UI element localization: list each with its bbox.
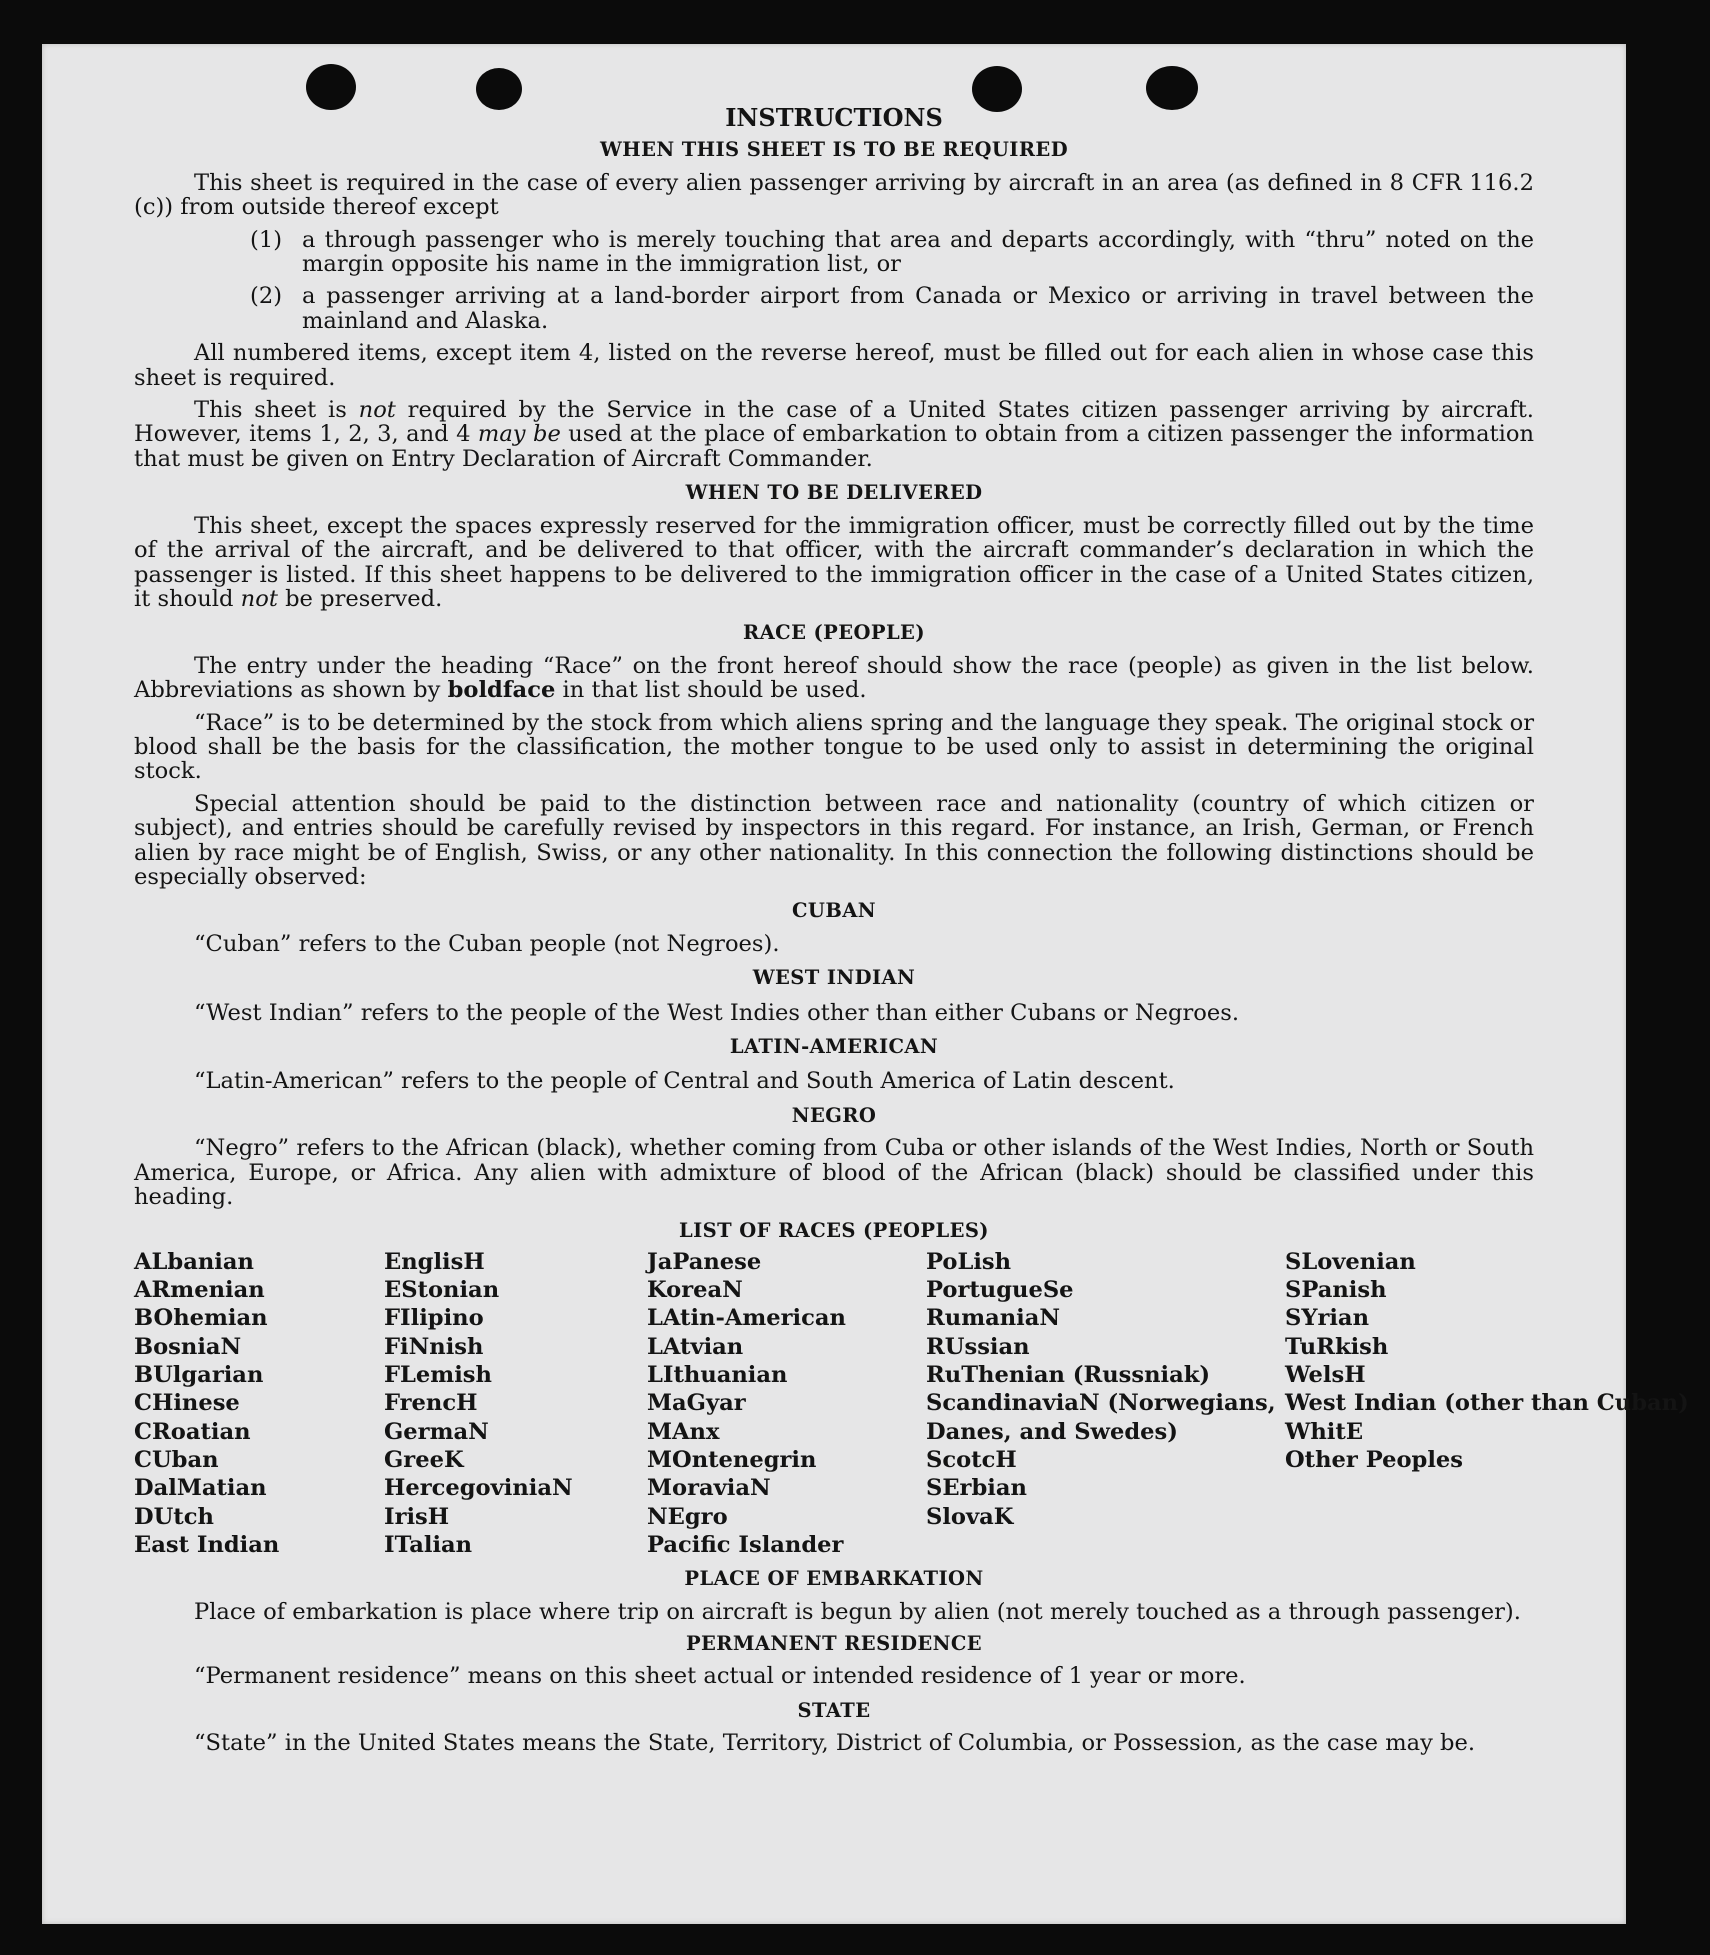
section-heading-race: RACE (PEOPLE)	[743, 621, 925, 645]
race-item: NEgro	[647, 1503, 728, 1530]
required-intro-paragraph: This sheet is required in the case of every alien passenger arriving by aircraft in an area (as defined in 8 CFR 116.2 (c)) from outside thereof except	[134, 169, 1534, 221]
race-item: MaGyar	[647, 1390, 746, 1417]
exception-item-text: a through passenger who is merely touching that area and departs accordingly, with “thru” noted on the margin opposite his name in the immigration list, or	[302, 226, 1534, 278]
section-heading-negro: NEGRO	[791, 1103, 877, 1127]
race-item: LAtin-American	[647, 1305, 846, 1332]
race-item: Other Peoples	[1285, 1446, 1463, 1473]
section-heading-state: STATE	[797, 1698, 871, 1722]
race-item: ScandinaviaN (Norwegians, Danes, and Swedes)	[926, 1390, 1276, 1445]
race-item: TuRkish	[1285, 1333, 1389, 1360]
race-item: CUban	[134, 1446, 219, 1473]
race-paragraph: The entry under the heading “Race” on the front hereof should show the race (people) as given in the list below. Abbreviations as shown by boldface in that list should be used.	[134, 652, 1534, 704]
race-item: ALbanian	[134, 1248, 254, 1275]
race-item: WelsH	[1285, 1362, 1366, 1389]
race-item: SErbian	[926, 1475, 1027, 1502]
race-item: RumaniaN	[926, 1305, 1061, 1332]
race-item: SLovenian	[1285, 1248, 1416, 1275]
state-definition: “State” in the United States means the State, Territory, District of Columbia, or Possession, as the case may be.	[194, 1730, 1476, 1757]
race-item: MOntenegrin	[647, 1446, 817, 1473]
race-item: RUssian	[926, 1333, 1030, 1360]
races-column	[647, 1248, 926, 1559]
instructions-body	[134, 103, 1689, 1757]
exception-item-number: (2)	[250, 283, 283, 310]
race-item: GreeK	[384, 1446, 464, 1473]
embarkation-definition: Place of embarkation is place where trip on aircraft is begun by alien (not merely touched as a through passenger).	[194, 1598, 1521, 1625]
race-paragraph: Special attention should be paid to the distinction between race and nationality (country of which citizen or subject), and entries should be carefully revised by inspectors in this regard. For instance, an Irish, German, or French alien by race might be of English, Swiss, or any other nationality. In this connection the following distinctions should be especially observed:	[134, 790, 1534, 890]
race-item: West Indian (other than Cuban)	[1285, 1390, 1689, 1417]
race-item: BosniaN	[134, 1333, 242, 1360]
race-paragraph: “Race” is to be determined by the stock from which aliens spring and the language they speak. The original stock or blood shall be the basis for the classification, the mother tongue to be used only to assist in determining the original stock.	[134, 709, 1534, 785]
races-column	[926, 1248, 1285, 1559]
race-item: East Indian	[134, 1531, 280, 1558]
numbered-items-paragraph: All numbered items, except item 4, listed on the reverse hereof, must be filled out for each alien in whose case this sheet is required.	[134, 340, 1534, 391]
punch-hole	[476, 68, 522, 110]
races-list	[134, 1248, 1689, 1559]
race-item: JaPanese	[647, 1248, 762, 1275]
citizen-paragraph: This sheet is not required by the Service in the case of a United States citizen passenger arriving by aircraft. However, items 1, 2, 3, and 4 may be used at the place of embarkation to obtain from a citizen passenger the information that must be given on Entry Declaration of Aircraft Commander.	[134, 397, 1534, 472]
race-item: DUtch	[134, 1503, 214, 1530]
race-item: FLemish	[384, 1362, 492, 1389]
race-item: Pacific Islander	[647, 1531, 844, 1558]
races-column	[384, 1248, 647, 1559]
race-item: PortugueSe	[926, 1277, 1074, 1304]
section-heading-residence: PERMANENT RESIDENCE	[685, 1631, 983, 1655]
section-heading-latin-american: LATIN-AMERICAN	[729, 1035, 939, 1058]
punch-hole	[1146, 66, 1198, 110]
instructions-title: INSTRUCTIONS	[725, 103, 943, 132]
cuban-definition: “Cuban” refers to the Cuban people (not Negroes).	[194, 930, 780, 957]
section-heading-when-required: WHEN THIS SHEET IS TO BE REQUIRED	[599, 138, 1069, 162]
race-item: MoraviaN	[647, 1475, 771, 1502]
race-item: FiNnish	[384, 1333, 484, 1360]
race-item: EStonian	[384, 1277, 500, 1304]
west-indian-definition: “West Indian” refers to the people of the West Indies other than either Cubans or Negroes.	[194, 999, 1240, 1026]
race-item: IrisH	[384, 1503, 450, 1530]
exception-item	[134, 228, 1534, 277]
race-item: RuThenian (Russniak)	[926, 1362, 1211, 1389]
section-heading-when-delivered: WHEN TO BE DELIVERED	[685, 481, 983, 505]
race-item: ScotcH	[926, 1446, 1017, 1473]
race-item: CRoatian	[134, 1418, 251, 1445]
race-item: FrencH	[384, 1390, 478, 1417]
exception-item-text: a passenger arriving at a land-border airport from Canada or Mexico or arriving in travel between the mainland and Alaska.	[302, 283, 1534, 334]
race-item: LAtvian	[647, 1333, 744, 1360]
race-item: WhitE	[1285, 1418, 1364, 1445]
race-item: SYrian	[1285, 1305, 1369, 1332]
race-item: PoLish	[926, 1248, 1012, 1275]
document-sheet	[42, 44, 1689, 1924]
section-heading-list-of-races: LIST OF RACES (PEOPLES)	[679, 1219, 989, 1243]
race-item: DalMatian	[134, 1475, 267, 1502]
race-item: GermaN	[384, 1418, 489, 1445]
race-item: CHinese	[134, 1390, 240, 1417]
race-item: HercegoviniaN	[384, 1475, 573, 1502]
races-column	[1285, 1248, 1689, 1559]
exception-item	[134, 284, 1534, 333]
section-heading-embarkation: PLACE OF EMBARKATION	[684, 1567, 984, 1591]
exception-item-number: (1)	[250, 226, 283, 253]
race-item: SPanish	[1285, 1277, 1387, 1304]
punch-hole	[306, 64, 356, 110]
section-heading-cuban: CUBAN	[792, 899, 876, 923]
delivery-paragraph: This sheet, except the spaces expressly reserved for the immigration officer, must be correctly filled out by the time of the arrival of the aircraft, and be delivered to that officer, with the aircraft commander’s declaration in which the passenger is listed. If this sheet happens to be delivered to the immigration officer in the case of a United States citizen, it should not be preserved.	[134, 512, 1534, 612]
race-item: EnglisH	[384, 1248, 485, 1275]
race-item: BOhemian	[134, 1305, 268, 1332]
section-heading-west-indian: WEST INDIAN	[752, 966, 916, 990]
race-item: LIthuanian	[647, 1362, 788, 1389]
races-column	[134, 1248, 384, 1559]
race-item: KoreaN	[647, 1277, 743, 1304]
race-item: BUlgarian	[134, 1362, 264, 1389]
race-item: MAnx	[647, 1418, 720, 1445]
latin-american-definition: “Latin-American” refers to the people of Central and South America of Latin descent.	[194, 1068, 1175, 1095]
negro-definition: “Negro” refers to the African (black), whether coming from Cuba or other islands of the West Indies, North or South America, Europe, or Africa. Any alien with admixture of blood of the African (black) should be classified under this heading.	[134, 1135, 1534, 1211]
residence-definition: “Permanent residence” means on this sheet actual or intended residence of 1 year or more.	[194, 1663, 1246, 1690]
race-item: ITalian	[384, 1531, 473, 1558]
race-item: SlovaK	[926, 1503, 1014, 1530]
race-item: ARmenian	[134, 1277, 265, 1304]
race-item: FIlipino	[384, 1305, 484, 1332]
